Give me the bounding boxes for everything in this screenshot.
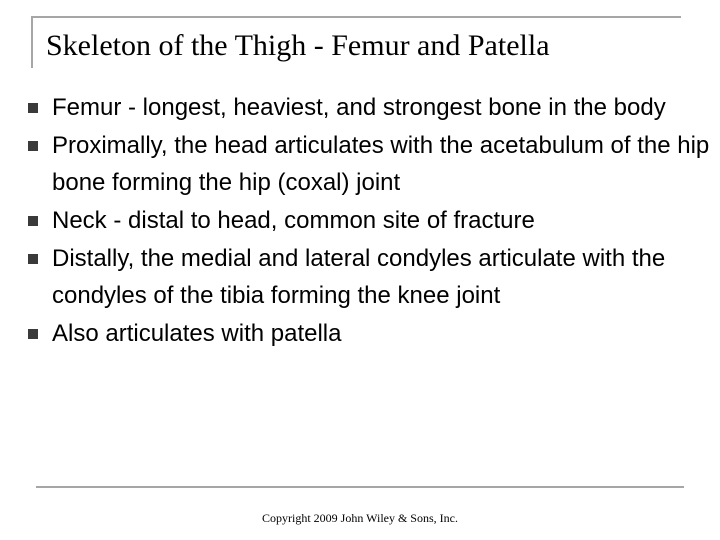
square-bullet-icon	[28, 254, 38, 264]
footer-divider	[36, 486, 684, 488]
bullet-item	[22, 127, 712, 201]
square-bullet-icon	[28, 216, 38, 226]
slide-title: Skeleton of the Thigh - Femur and Patella	[46, 29, 550, 62]
bullet-text: Femur - longest, heaviest, and strongest bone in the body	[52, 94, 666, 121]
bullet-list	[22, 89, 712, 352]
bullet-text: Also articulates with patella	[52, 320, 342, 347]
bullet-item	[22, 202, 712, 239]
copyright-footer: Copyright 2009 John Wiley & Sons, Inc.	[262, 511, 458, 525]
bullet-text: Distally, the medial and lateral condyles articulate with the condyles of the tibia forming the knee joint	[52, 245, 666, 309]
square-bullet-icon	[28, 103, 38, 113]
bullet-item	[22, 89, 712, 126]
bullet-item	[22, 315, 712, 352]
bullet-text: Neck - distal to head, common site of fracture	[52, 207, 535, 234]
square-bullet-icon	[28, 329, 38, 339]
bullet-item	[22, 240, 712, 314]
bullet-text: Proximally, the head articulates with the acetabulum of the hip bone forming the hip (coxal) joint	[52, 132, 710, 196]
square-bullet-icon	[28, 141, 38, 151]
